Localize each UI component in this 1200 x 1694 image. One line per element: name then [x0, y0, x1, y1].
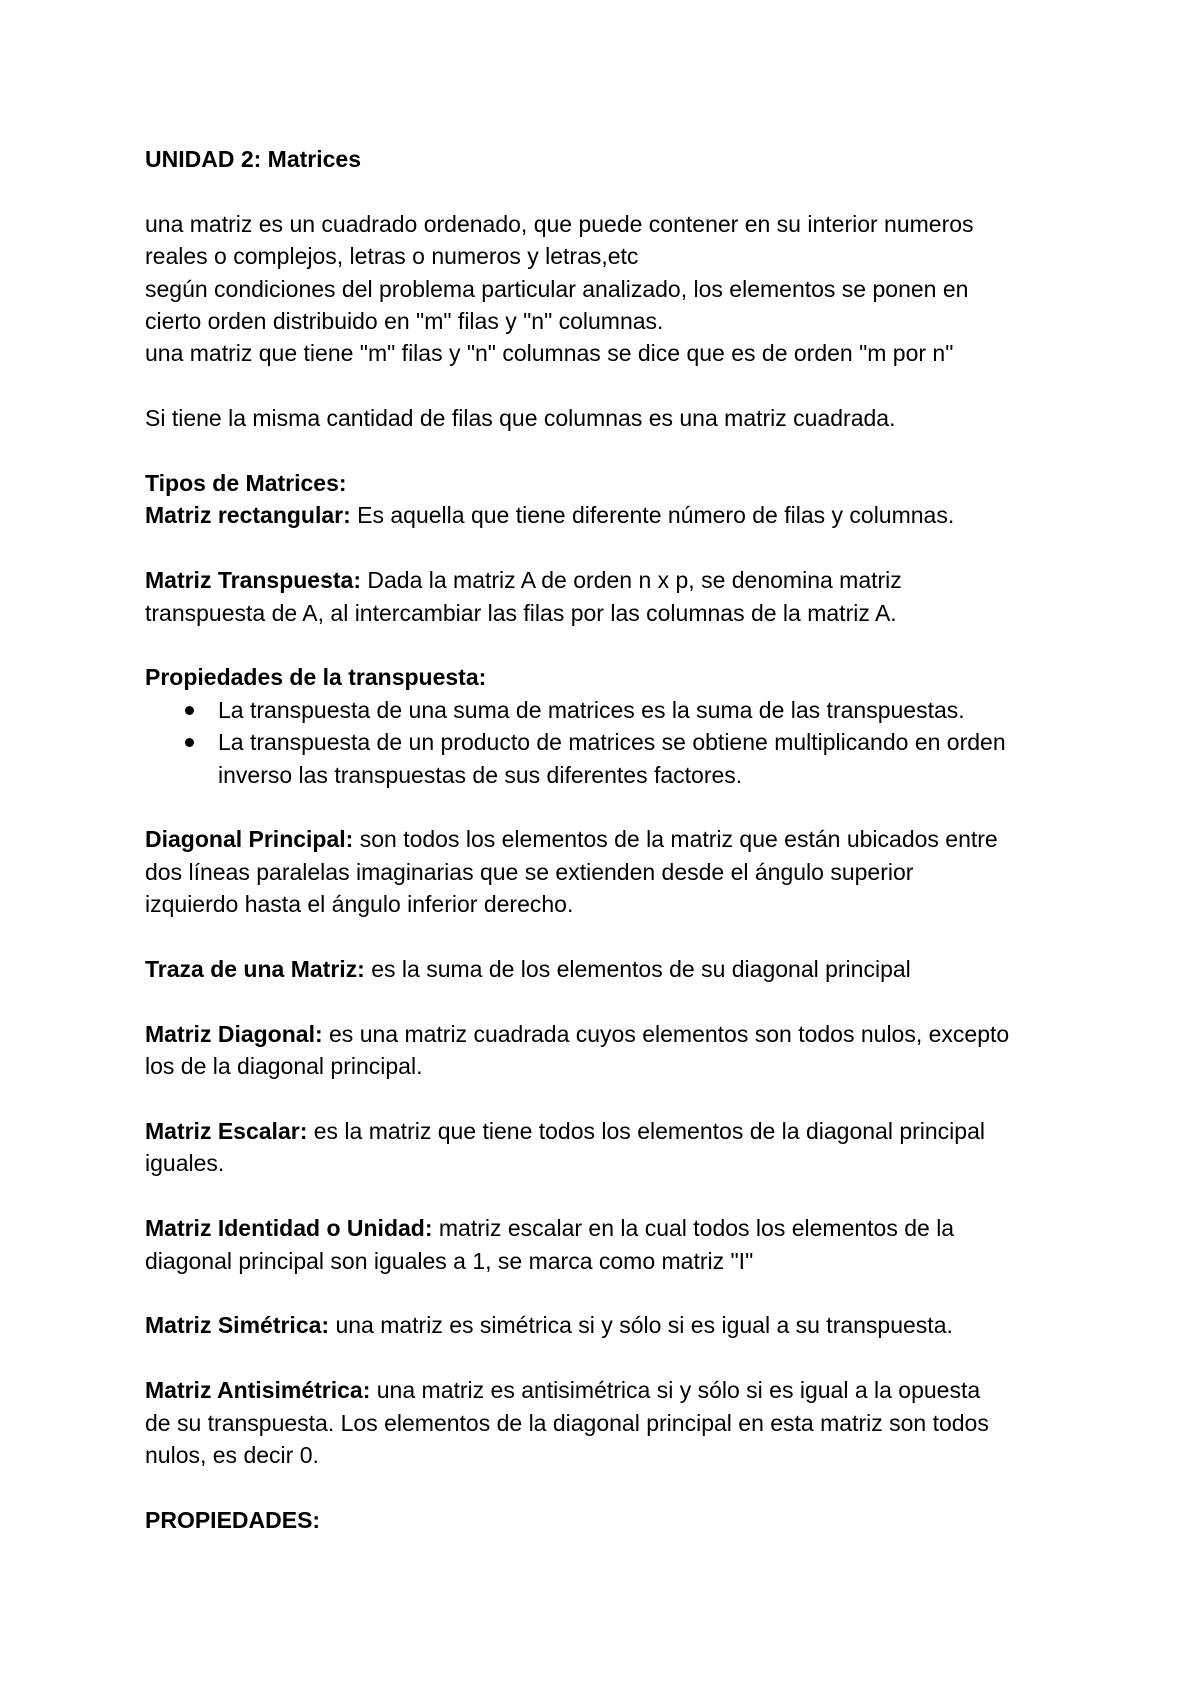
bullet-icon — [185, 738, 194, 747]
bullet-icon — [185, 706, 194, 715]
intro-paragraph: una matriz es un cuadrado ordenado, que puede contener en su interior numeros reales o complejos, letras o numeros y letras,etc según condiciones del problema particular analizado, los elementos se ponen en cierto orden distribuido en "m" filas y "n" columnas. una matriz que tiene "m" filas y "n" columnas se dice que es de orden "m por n" — [145, 210, 974, 367]
document-body — [145, 143, 1065, 1536]
definition-transpuesta: Matriz Transpuesta: Dada la matriz A de orden n x p, se denomina matriz transpuesta de A, al intercambiar las filas por las columnas de la matriz A. — [145, 567, 902, 626]
list-item: La transpuesta de una suma de matrices es la suma de las transpuestas. — [145, 694, 1065, 726]
definition-matriz-diagonal: Matriz Diagonal: es una matriz cuadrada cuyos elementos son todos nulos, excepto los de la diagonal principal. — [145, 1020, 1010, 1080]
definition-simetrica: Matriz Simétrica: una matriz es simétrica si y sólo si es igual a su transpuesta. — [145, 1312, 953, 1339]
definition-rectangular: Matriz rectangular: Es aquella que tiene diferente número de filas y columnas. — [145, 502, 955, 529]
definition-diagonal-principal: Diagonal Principal: son todos los elementos de la matriz que están ubicados entre dos líneas paralelas imaginarias que se extienden desde el ángulo superior izquierdo hasta el ángulo inferior derecho. — [145, 826, 998, 918]
definition-escalar: Matriz Escalar: es la matriz que tiene todos los elementos de la diagonal principal iguales. — [145, 1118, 985, 1177]
bullet-list — [145, 694, 1065, 791]
page-title: UNIDAD 2: Matrices — [145, 146, 361, 172]
tipos-heading: Tipos de Matrices: — [145, 470, 347, 497]
definition-antisimetrica: Matriz Antisimétrica: una matriz es antisimétrica si y sólo si es igual a la opuesta de su transpuesta. Los elementos de la diagonal principal en esta matriz son todos nulos, es decir 0. — [145, 1377, 989, 1469]
propiedades-heading: PROPIEDADES: — [145, 1506, 321, 1533]
propiedades-transpuesta: Propiedades de la transpuesta: La transpuesta de una suma de matrices es la suma de las transpuestas. La transpuesta de un producto de matrices se obtiene multiplicando en orden inverso las transpuestas de sus diferentes factores. — [145, 661, 1065, 791]
definition-identidad: Matriz Identidad o Unidad: matriz escalar en la cual todos los elementos de la diagonal principal son iguales a 1, se marca como matriz "I" — [145, 1215, 955, 1274]
list-item: La transpuesta de un producto de matrices se obtiene multiplicando en orden inverso las transpuestas de sus diferentes factores. — [145, 726, 1065, 791]
definition-traza: Traza de una Matriz: es la suma de los elementos de su diagonal principal — [145, 956, 911, 983]
square-matrix-note: Si tiene la misma cantidad de filas que columnas es una matriz cuadrada. — [145, 405, 896, 432]
